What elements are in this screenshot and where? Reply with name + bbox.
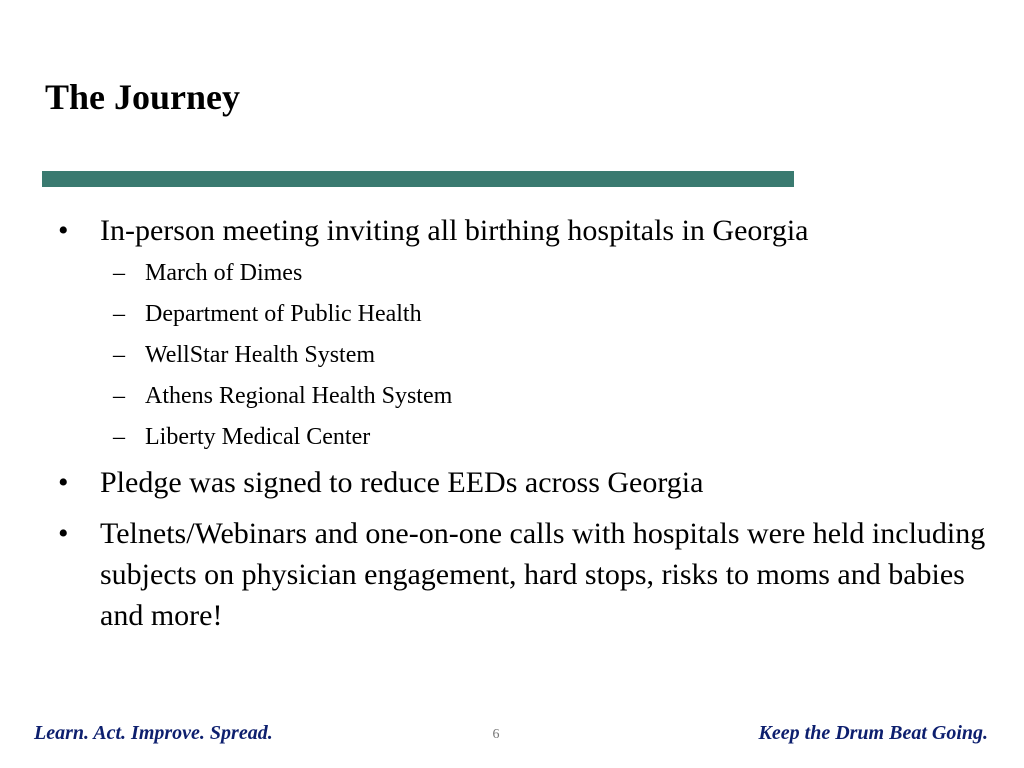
slide-title: The Journey: [45, 77, 241, 117]
sub-bullet-marker: –: [113, 301, 125, 327]
title-underline-bar: [42, 171, 794, 187]
footer-tagline-left: Learn. Act. Improve. Spread.: [34, 722, 273, 744]
sub-bullet-item: [58, 335, 988, 376]
bullet-marker: •: [58, 214, 69, 247]
sub-bullet-marker: –: [113, 260, 125, 286]
bullet-marker: •: [58, 517, 69, 550]
bullet-item: [58, 513, 988, 636]
sub-bullet-text: WellStar Health System: [145, 342, 376, 368]
page-number: 6: [492, 727, 500, 742]
sub-bullet-list: [58, 253, 988, 458]
sub-bullet-marker: –: [113, 424, 125, 450]
sub-bullet-marker: –: [113, 383, 125, 409]
sub-bullet-text: March of Dimes: [145, 260, 303, 286]
slide-content: [58, 210, 988, 646]
sub-bullet-text: Liberty Medical Center: [145, 424, 371, 450]
sub-bullet-item: [58, 294, 988, 335]
bullet-item: [58, 462, 988, 503]
sub-bullet-item: [58, 376, 988, 417]
sub-bullet-text: Department of Public Health: [145, 301, 422, 327]
bullet-text: Pledge was signed to reduce EEDs across Georgia: [100, 466, 704, 499]
sub-bullet-item: [58, 253, 988, 294]
sub-bullet-text: Athens Regional Health System: [145, 383, 453, 409]
footer-tagline-right: Keep the Drum Beat Going.: [758, 722, 988, 744]
bullet-item: [58, 210, 988, 251]
bullet-marker: •: [58, 466, 69, 499]
sub-bullet-marker: –: [113, 342, 125, 368]
bullet-text: Telnets/Webinars and one-on-one calls with hospitals were held including subjects on physician engagement, hard stops, risks to moms and babies and more!: [100, 517, 986, 632]
bullet-text: In-person meeting inviting all birthing hospitals in Georgia: [100, 214, 809, 247]
sub-bullet-item: [58, 417, 988, 458]
